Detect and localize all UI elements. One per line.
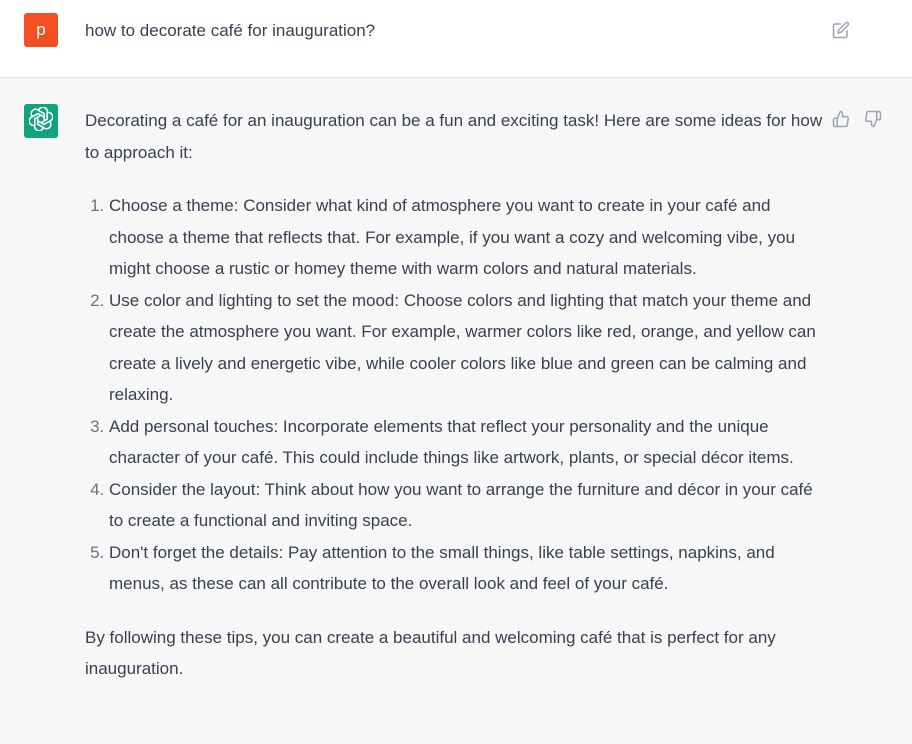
assistant-message-row	[0, 78, 912, 744]
edit-icon[interactable]	[832, 21, 850, 39]
user-avatar: p	[24, 13, 58, 47]
list-item: 4. Consider the layout: Think about how you want to arrange the furniture and décor in your café to create a functional and inviting space.	[109, 474, 825, 537]
response-conclusion: By following these tips, you can create a beautiful and welcoming café that is perfect for any inauguration.	[85, 627, 776, 678]
thumbs-down-icon[interactable]	[864, 110, 882, 128]
list-item: 1. Choose a theme: Consider what kind of atmosphere you want to create in your café and choose a theme that reflects that. For example, if you want a cozy and welcoming vibe, you might choose a rustic or homey theme with warm colors and natural materials.	[109, 190, 825, 285]
response-intro: Decorating a café for an inauguration can be a fun and exciting task! Here are some ideas for how to approach it:	[85, 111, 823, 162]
assistant-avatar	[24, 104, 58, 138]
user-message-row	[0, 0, 912, 78]
openai-logo-icon	[29, 107, 53, 136]
thumbs-up-icon[interactable]	[832, 110, 850, 128]
ideas-list	[85, 190, 825, 600]
assistant-response	[85, 105, 825, 685]
user-message-text: how to decorate café for inauguration?	[85, 21, 376, 40]
list-item: 3. Add personal touches: Incorporate elements that reflect your personality and the unique character of your café. This could include things like artwork, plants, or special décor items.	[109, 411, 825, 474]
list-item: 5. Don't forget the details: Pay attention to the small things, like table settings, napkins, and menus, as these can all contribute to the overall look and feel of your café.	[109, 537, 825, 600]
list-item: 2. Use color and lighting to set the mood: Choose colors and lighting that match your theme and create the atmosphere you want. For example, warmer colors like red, orange, and yellow can create a lively and energetic vibe, while cooler colors like blue and green can be calming and relaxing.	[109, 285, 825, 411]
